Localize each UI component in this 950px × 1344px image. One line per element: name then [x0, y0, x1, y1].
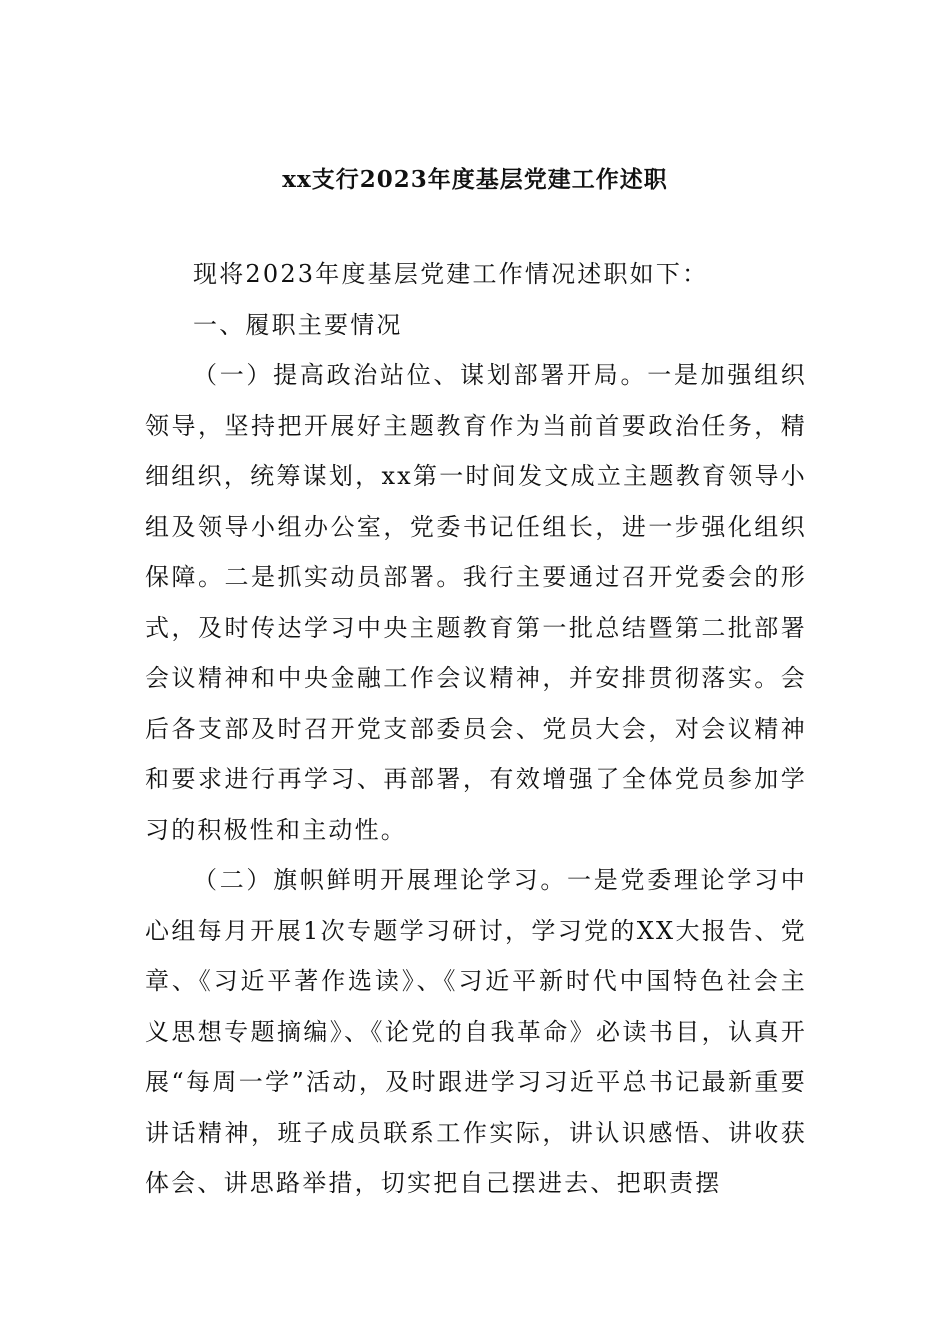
document-body	[145, 249, 807, 1209]
paragraph-theory-study: （二）旗帜鲜明开展理论学习。一是党委理论学习中心组每月开展1次专题学习研讨，学习党的XX大报告、党章、《习近平著作选读》、《习近平新时代中国特色社会主义思想专题摘编》、《论党的自我革命》必读书目，认真开展“每周一学”活动，及时跟进学习习近平总书记最新重要讲话精神，班子成员联系工作实际，讲认识感悟、讲收获体会、讲思路举措，切实把自己摆进去、把职责摆	[145, 866, 807, 1197]
intro-paragraph: 现将2023年度基层党建工作情况述职如下：	[193, 260, 709, 288]
section-heading: 一、履职主要情况	[193, 310, 403, 339]
paragraph-political-stance: （一）提高政治站位、谋划部署开局。一是加强组织领导，坚持把开展好主题教育作为当前首要政治任务，精细组织，统筹谋划，xx第一时间发文成立主题教育领导小组及领导小组办公室，党委书记任组长，进一步强化组织保障。二是抓实动员部署。我行主要通过召开党委会的形式，及时传达学习中央主题教育第一批总结暨第二批部署会议精神和中央金融工作会议精神，并安排贯彻落实。会后各支部及时召开党支部委员会、党员大会，对会议精神和要求进行再学习、再部署，有效增强了全体党员参加学习的积极性和主动性。	[145, 361, 807, 844]
document-title: xx支行2023年度基层党建工作述职	[282, 166, 668, 193]
